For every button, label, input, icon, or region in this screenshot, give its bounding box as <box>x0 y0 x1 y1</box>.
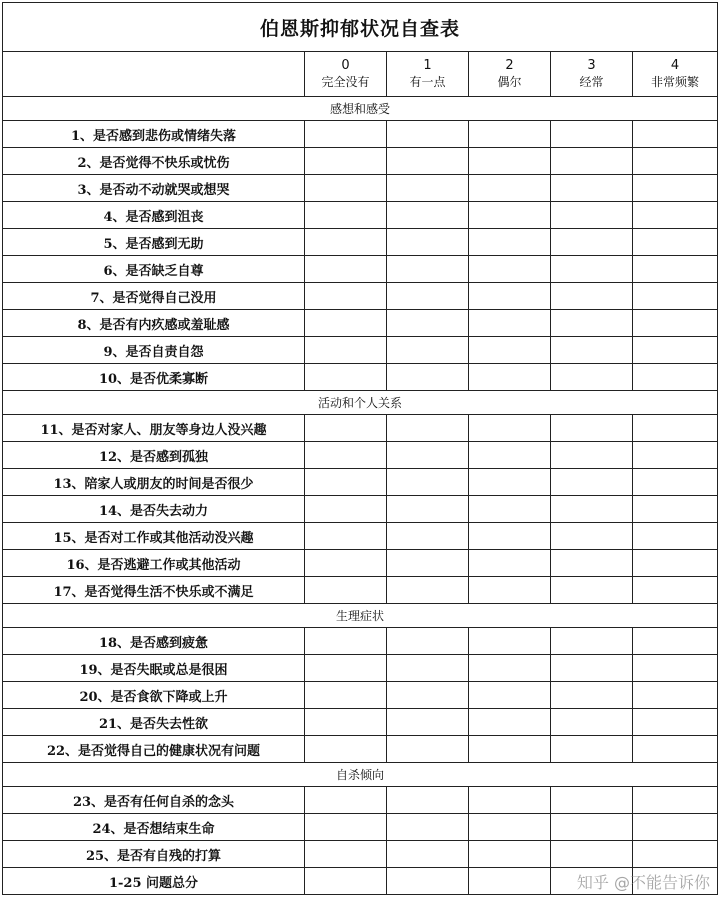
score-cell[interactable] <box>387 202 469 229</box>
score-cell[interactable] <box>305 175 387 202</box>
table-row <box>3 841 718 868</box>
table-row <box>3 415 718 442</box>
score-cell[interactable] <box>633 655 718 682</box>
score-cell[interactable] <box>387 577 469 604</box>
section-row <box>3 391 718 415</box>
score-cell[interactable] <box>469 229 551 256</box>
question-text: 19、是否失眠或总是很困 <box>3 655 305 682</box>
score-cell[interactable] <box>305 337 387 364</box>
score-cell[interactable] <box>305 550 387 577</box>
table-row <box>3 736 718 763</box>
score-value: 3 <box>587 58 596 73</box>
score-cell[interactable] <box>387 814 469 841</box>
score-cell[interactable] <box>469 364 551 391</box>
score-cell[interactable] <box>305 310 387 337</box>
score-cell[interactable] <box>469 787 551 814</box>
score-cell[interactable] <box>387 229 469 256</box>
score-cell[interactable] <box>305 469 387 496</box>
question-text: 2、是否觉得不快乐或忧伤 <box>3 148 305 175</box>
score-cell[interactable] <box>551 337 633 364</box>
score-cell[interactable] <box>387 121 469 148</box>
score-cell[interactable] <box>387 283 469 310</box>
section-header: 自杀倾向 <box>3 763 718 787</box>
score-cell[interactable] <box>387 175 469 202</box>
score-cell[interactable] <box>305 442 387 469</box>
question-text: 14、是否失去动力 <box>3 496 305 523</box>
section-header: 生理症状 <box>3 604 718 628</box>
score-cell[interactable] <box>469 682 551 709</box>
question-text: 23、是否有任何自杀的念头 <box>3 787 305 814</box>
score-cell[interactable] <box>387 364 469 391</box>
score-cell[interactable] <box>551 283 633 310</box>
score-cell[interactable] <box>551 577 633 604</box>
score-cell[interactable] <box>305 121 387 148</box>
score-cell[interactable] <box>469 841 551 868</box>
question-text: 20、是否食欲下降或上升 <box>3 682 305 709</box>
table-row <box>3 364 718 391</box>
score-cell[interactable] <box>551 202 633 229</box>
score-label: 完全没有 <box>321 75 370 89</box>
score-cell[interactable] <box>387 655 469 682</box>
question-text: 24、是否想结束生命 <box>3 814 305 841</box>
score-cell[interactable] <box>633 364 718 391</box>
question-text: 25、是否有自残的打算 <box>3 841 305 868</box>
score-cell[interactable] <box>469 709 551 736</box>
score-cell[interactable] <box>469 628 551 655</box>
question-text: 11、是否对家人、朋友等身边人没兴趣 <box>3 415 305 442</box>
question-text: 21、是否失去性欲 <box>3 709 305 736</box>
score-cell[interactable] <box>305 364 387 391</box>
score-cell[interactable] <box>305 202 387 229</box>
score-cell[interactable] <box>633 523 718 550</box>
question-text: 6、是否缺乏自尊 <box>3 256 305 283</box>
score-cell[interactable] <box>633 709 718 736</box>
score-cell[interactable] <box>469 256 551 283</box>
score-cell[interactable] <box>551 175 633 202</box>
score-cell[interactable] <box>633 814 718 841</box>
table-row <box>3 787 718 814</box>
question-text: 5、是否感到无助 <box>3 229 305 256</box>
table-row <box>3 202 718 229</box>
score-cell[interactable] <box>469 148 551 175</box>
score-cell[interactable] <box>469 814 551 841</box>
score-cell[interactable] <box>305 148 387 175</box>
column-header <box>305 52 387 97</box>
score-cell[interactable] <box>551 814 633 841</box>
score-cell[interactable] <box>305 814 387 841</box>
score-label: 有一点 <box>409 75 446 89</box>
score-cell[interactable] <box>551 442 633 469</box>
question-text: 7、是否觉得自己没用 <box>3 283 305 310</box>
title-row <box>3 3 718 52</box>
score-cell[interactable] <box>305 787 387 814</box>
score-cell[interactable] <box>633 256 718 283</box>
score-cell[interactable] <box>551 736 633 763</box>
score-cell[interactable] <box>633 310 718 337</box>
table-row <box>3 550 718 577</box>
score-cell[interactable] <box>633 202 718 229</box>
score-label: 经常 <box>579 75 604 89</box>
score-cell[interactable] <box>305 229 387 256</box>
score-cell[interactable] <box>387 736 469 763</box>
score-cell[interactable] <box>551 628 633 655</box>
score-cell[interactable] <box>387 469 469 496</box>
score-value: 1 <box>423 58 432 73</box>
question-text: 22、是否觉得自己的健康状况有问题 <box>3 736 305 763</box>
score-cell[interactable] <box>469 202 551 229</box>
score-cell[interactable] <box>469 868 551 895</box>
score-cell[interactable] <box>469 121 551 148</box>
score-cell[interactable] <box>551 148 633 175</box>
score-cell[interactable] <box>551 523 633 550</box>
score-cell[interactable] <box>551 787 633 814</box>
score-cell[interactable] <box>633 121 718 148</box>
question-column-header <box>3 52 305 97</box>
question-text: 1、是否感到悲伤或情绪失落 <box>3 121 305 148</box>
score-cell[interactable] <box>387 496 469 523</box>
score-cell[interactable] <box>633 442 718 469</box>
score-cell[interactable] <box>469 175 551 202</box>
table-row <box>3 628 718 655</box>
page-title: 伯恩斯抑郁状况自查表 <box>3 3 718 52</box>
table-row <box>3 655 718 682</box>
score-cell[interactable] <box>387 709 469 736</box>
score-label: 偶尔 <box>497 75 522 89</box>
score-cell[interactable] <box>633 577 718 604</box>
column-header <box>551 52 633 97</box>
score-cell[interactable] <box>469 496 551 523</box>
section-header: 活动和个人关系 <box>3 391 718 415</box>
score-cell[interactable] <box>387 415 469 442</box>
score-cell[interactable] <box>305 709 387 736</box>
table-row <box>3 175 718 202</box>
table-row <box>3 256 718 283</box>
score-cell[interactable] <box>305 628 387 655</box>
score-cell[interactable] <box>633 841 718 868</box>
table-row <box>3 442 718 469</box>
section-row <box>3 97 718 121</box>
score-cell[interactable] <box>551 415 633 442</box>
score-cell[interactable] <box>387 550 469 577</box>
score-cell[interactable] <box>387 148 469 175</box>
table-row <box>3 682 718 709</box>
score-cell[interactable] <box>469 550 551 577</box>
score-cell[interactable] <box>305 523 387 550</box>
question-text: 16、是否逃避工作或其他活动 <box>3 550 305 577</box>
score-cell[interactable] <box>551 841 633 868</box>
score-cell[interactable] <box>551 121 633 148</box>
score-cell[interactable] <box>469 415 551 442</box>
table-row <box>3 469 718 496</box>
score-cell[interactable] <box>633 175 718 202</box>
score-cell[interactable] <box>305 415 387 442</box>
question-text: 3、是否动不动就哭或想哭 <box>3 175 305 202</box>
section-header: 感想和感受 <box>3 97 718 121</box>
question-text: 17、是否觉得生活不快乐或不满足 <box>3 577 305 604</box>
table-row <box>3 310 718 337</box>
score-cell[interactable] <box>633 148 718 175</box>
score-cell[interactable] <box>633 628 718 655</box>
score-cell[interactable] <box>633 496 718 523</box>
question-text: 10、是否优柔寡断 <box>3 364 305 391</box>
question-text: 8、是否有内疚感或羞耻感 <box>3 310 305 337</box>
column-header <box>633 52 718 97</box>
score-value: 0 <box>341 58 350 73</box>
table-row <box>3 814 718 841</box>
depression-checklist-table <box>2 2 718 895</box>
score-cell[interactable] <box>469 655 551 682</box>
question-text: 15、是否对工作或其他活动没兴趣 <box>3 523 305 550</box>
watermark: 知乎 @不能告诉你 <box>576 873 710 892</box>
score-cell[interactable] <box>305 682 387 709</box>
score-cell[interactable] <box>387 787 469 814</box>
question-text: 18、是否感到疲惫 <box>3 628 305 655</box>
score-cell[interactable] <box>305 256 387 283</box>
score-cell[interactable] <box>633 736 718 763</box>
score-cell[interactable] <box>387 682 469 709</box>
score-cell[interactable] <box>305 868 387 895</box>
score-cell[interactable] <box>469 577 551 604</box>
score-cell[interactable] <box>387 442 469 469</box>
score-cell[interactable] <box>305 577 387 604</box>
score-cell[interactable] <box>387 310 469 337</box>
score-cell[interactable] <box>387 628 469 655</box>
score-cell[interactable] <box>551 310 633 337</box>
question-text: 1-25 问题总分 <box>3 868 305 895</box>
table-row <box>3 148 718 175</box>
table-row <box>3 283 718 310</box>
score-cell[interactable] <box>305 496 387 523</box>
score-cell[interactable] <box>469 310 551 337</box>
question-text: 12、是否感到孤独 <box>3 442 305 469</box>
score-cell[interactable] <box>469 523 551 550</box>
score-cell[interactable] <box>387 256 469 283</box>
score-cell[interactable] <box>551 709 633 736</box>
score-cell[interactable] <box>551 364 633 391</box>
score-cell[interactable] <box>551 682 633 709</box>
score-label: 非常频繁 <box>651 75 700 89</box>
table-row <box>3 577 718 604</box>
score-cell[interactable] <box>633 229 718 256</box>
score-cell[interactable] <box>633 787 718 814</box>
score-cell[interactable] <box>469 442 551 469</box>
score-cell[interactable] <box>633 682 718 709</box>
score-cell[interactable] <box>387 523 469 550</box>
score-cell[interactable] <box>551 256 633 283</box>
question-text: 9、是否自责自怨 <box>3 337 305 364</box>
question-text: 13、陪家人或朋友的时间是否很少 <box>3 469 305 496</box>
score-cell[interactable] <box>633 550 718 577</box>
header-row <box>3 52 718 97</box>
score-cell[interactable] <box>633 415 718 442</box>
score-cell[interactable] <box>305 283 387 310</box>
score-cell[interactable] <box>551 229 633 256</box>
table-row <box>3 523 718 550</box>
score-cell[interactable] <box>633 469 718 496</box>
table-row <box>3 229 718 256</box>
score-cell[interactable] <box>551 496 633 523</box>
question-text: 4、是否感到沮丧 <box>3 202 305 229</box>
score-cell[interactable] <box>469 283 551 310</box>
score-value: 2 <box>505 58 514 73</box>
table-row <box>3 121 718 148</box>
score-cell[interactable] <box>551 469 633 496</box>
column-header <box>469 52 551 97</box>
score-cell[interactable] <box>305 841 387 868</box>
score-cell[interactable] <box>551 550 633 577</box>
score-cell[interactable] <box>633 337 718 364</box>
score-cell[interactable] <box>305 736 387 763</box>
score-cell[interactable] <box>551 655 633 682</box>
section-row <box>3 604 718 628</box>
score-cell[interactable] <box>469 736 551 763</box>
table-row <box>3 337 718 364</box>
table-row <box>3 709 718 736</box>
score-cell[interactable] <box>387 868 469 895</box>
table-row <box>3 496 718 523</box>
score-cell[interactable] <box>469 469 551 496</box>
score-cell[interactable] <box>305 655 387 682</box>
score-cell[interactable] <box>633 283 718 310</box>
section-row <box>3 763 718 787</box>
score-cell[interactable] <box>387 841 469 868</box>
score-value: 4 <box>670 58 680 73</box>
score-cell[interactable] <box>469 337 551 364</box>
score-cell[interactable] <box>387 337 469 364</box>
column-header <box>387 52 469 97</box>
